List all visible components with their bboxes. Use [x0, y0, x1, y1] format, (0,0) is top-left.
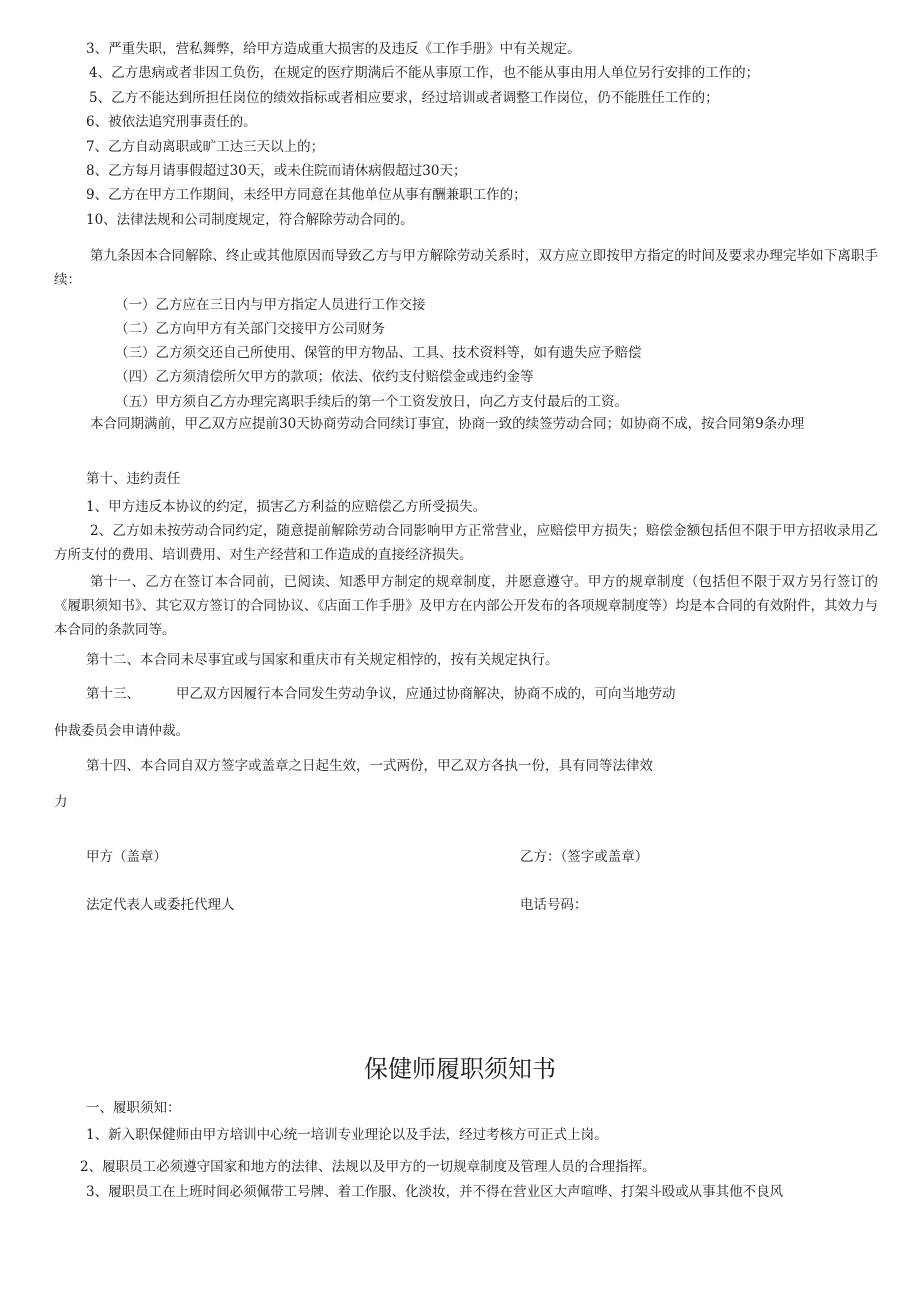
article13-line-1: 甲乙双方因履行本合同发生劳动争议，应通过协商解决，协商不成的，可向当地劳动: [176, 686, 676, 702]
notice-item-2: 2、履职员工必须遵守国家和地方的法律、法规以及甲方的一切规章制度及管理人员的合理指挥。: [80, 1159, 656, 1175]
article11-para: 第十一、乙方在签订本合同前，已阅读、知悉甲方制定的规章制度，并愿意遵守。甲方的规章制度（包括但不限于双方另行签订的《履职须知书》、其它双方签订的合同协议、《店面工作手册》及甲方在内部公开发布的各项规章制度等）均是本合同的有效附件，其效力与本合同的条款同等。: [54, 574, 878, 638]
terms-item-4: 4、乙方患病或者非因工负伤，在规定的医疗期满后不能从事原工作，也不能从事由用人单位另行安排的工作的；: [89, 65, 760, 81]
terms-item-3: 3、严重失职，营私舞弊，给甲方造成重大损害的及违反《工作手册》中有关规定。: [86, 41, 581, 57]
terms-item-6: 6、被依法追究刑事责任的。: [86, 114, 257, 130]
article10-para-2: 2、乙方如未按劳动合同约定，随意提前解除劳动合同影响甲方正常营业，应赔偿甲方损失；赔偿金额包括但不限于甲方招收录用乙方所支付的费用、培训费用、对生产经营和工作造成的直接经济损失。: [54, 523, 878, 563]
article9-item-2: （二）乙方向甲方有关部门交接甲方公司财务: [115, 321, 385, 337]
signature-party-a: 甲方（盖章）: [86, 849, 167, 865]
article10-heading: 第十、违约责任: [86, 471, 181, 487]
article9-item-1: （一）乙方应在三日内与甲方指定人员进行工作交接: [115, 297, 426, 313]
signature-phone: 电话号码：: [520, 897, 588, 913]
article13-line-2: 仲裁委员会申请仲裁。: [54, 723, 189, 739]
terms-item-8: 8、乙方每月请事假超过30天，或未住院而请休病假超过30天；: [86, 163, 467, 179]
terms-item-10: 10、法律法规和公司制度规定，符合解除劳动合同的。: [86, 212, 414, 228]
article10-para-1: 1、甲方违反本协议的约定，损害乙方利益的应赔偿乙方所受损失。: [86, 499, 487, 515]
terms-item-7: 7、乙方自动离职或旷工达三天以上的；: [86, 139, 325, 155]
notice-section-heading: 一、履职须知：: [86, 1100, 181, 1116]
notice-item-3: 3、履职员工在上班时间必须佩带工号牌、着工作服、化淡妆，并不得在营业区大声喧哗、打架斗殴或从事其他不良风: [86, 1184, 784, 1200]
terms-item-5: 5、乙方不能达到所担任岗位的绩效指标或者相应要求，经过培训或者调整工作岗位，仍不能胜任工作的；: [89, 90, 719, 106]
article9-item-5: （五）甲方须自乙方办理完离职手续后的第一个工资发放日，向乙方支付最后的工资。: [115, 394, 628, 410]
article9-item-3: （三）乙方须交还自己所使用、保管的甲方物品、工具、技术资料等，如有遗失应予赔偿: [115, 345, 642, 361]
signature-party-b: 乙方：（签字或盖章）: [520, 849, 649, 865]
article9-item-4: （四）乙方须清偿所欠甲方的款项；依法、依约支付赔偿金或违约金等: [115, 369, 534, 385]
terms-item-9: 9、乙方在甲方工作期间，未经甲方同意在其他单位从事有酬兼职工作的；: [86, 187, 527, 203]
article12-para: 第十二、本合同未尽事宜或与国家和重庆市有关规定相悖的，按有关规定执行。: [86, 652, 559, 668]
notice-item-1: 1、新入职保健师由甲方培训中心统一培训专业理论以及手法，经过考核方可正式上岗。: [86, 1127, 608, 1143]
article14-line-2: 力: [54, 794, 68, 810]
signature-representative: 法定代表人或委托代理人: [86, 897, 235, 913]
article9-renewal: 本合同期满前，甲乙双方应提前30天协商劳动合同续订事宜，协商一致的续签劳动合同；如协商不成，按合同第9条办理: [90, 416, 805, 432]
notice-title: 保健师履职须知书: [364, 1055, 556, 1083]
article14-line-1: 第十四、本合同自双方签字或盖章之日起生效，一式两份，甲乙双方各执一份，具有同等法律效: [86, 758, 653, 774]
article9-intro: 第九条因本合同解除、终止或其他原因而导致乙方与甲方解除劳动关系时，双方应立即按甲方指定的时间及要求办理完毕如下离职手续：: [54, 248, 878, 288]
article13-number: 第十三、: [86, 686, 140, 702]
